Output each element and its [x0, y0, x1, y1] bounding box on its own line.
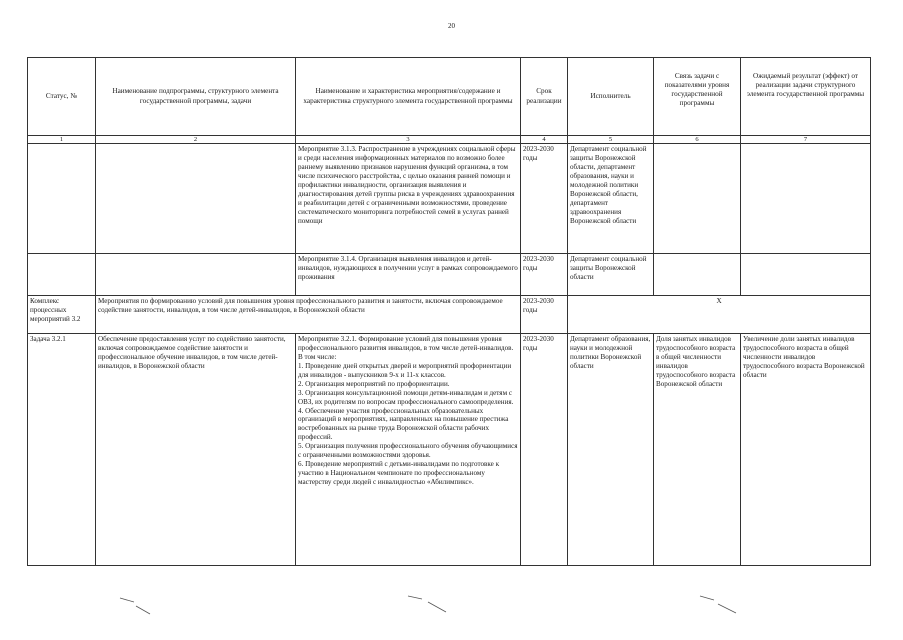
- column-number: 5: [568, 136, 654, 144]
- header-event: Наименование и характеристика мероприятия/содержание и характеристика структурного элемента государственной программы: [296, 58, 521, 136]
- table-row: [28, 144, 871, 254]
- event-3-2-1-term: 2023-2030 годы: [521, 334, 568, 566]
- empty-cell: [741, 254, 871, 296]
- header-term: Срок реализации: [521, 58, 568, 136]
- table-header-row: [28, 58, 871, 136]
- empty-cell: [741, 144, 871, 254]
- column-number: 6: [654, 136, 741, 144]
- page-number: 20: [448, 22, 455, 30]
- column-number: 4: [521, 136, 568, 144]
- task-3-2-1-status: Задача 3.2.1: [28, 334, 96, 566]
- scan-mark: [120, 598, 150, 614]
- scan-mark: [408, 596, 446, 612]
- header-executor: Исполнитель: [568, 58, 654, 136]
- event-3-2-1-executor: Департамент образования, науки и молодежной политики Воронежской области: [568, 334, 654, 566]
- event-3-1-4-term: 2023-2030 годы: [521, 254, 568, 296]
- table-row: [28, 334, 871, 566]
- event-3-1-3-executor: Департамент социальной защиты Воронежской области, департамент образования, науки и молодежной политики Воронежской области, департамент здравоохранения Воронежской области: [568, 144, 654, 254]
- task-3-2-1-text: Обеспечение предоставления услуг по содействию занятости, включая сопровождаемое содействие занятости и профессиональное обучение инвалидов, в том числе детей-инвалидов, в Воронежской области: [96, 334, 296, 566]
- event-3-1-4-executor: Департамент социальной защиты Воронежской области: [568, 254, 654, 296]
- complex-3-2-description: Мероприятия по формированию условий для повышения уровня профессионального развития и занятости, включая сопровождаемое содействие занятости, инвалидов, в том числе детей-инвалидов, в Воронежской области: [96, 296, 521, 334]
- event-3-1-3-term: 2023-2030 годы: [521, 144, 568, 254]
- column-number: 2: [96, 136, 296, 144]
- task-3-2-1-result: Увеличение доли занятых инвалидов трудоспособного возраста в общей численности инвалидов трудоспособного возраста Воронежской области: [741, 334, 871, 566]
- complex-3-2-status: Комплекс процессных мероприятий 3.2: [28, 296, 96, 334]
- program-table: [27, 57, 871, 566]
- complex-3-2-term: 2023-2030 годы: [521, 296, 568, 334]
- event-3-1-4-text: Мероприятие 3.1.4. Организация выявления инвалидов и детей-инвалидов, нуждающихся в получении услуг в рамках сопровождаемого проживания: [296, 254, 521, 296]
- event-3-2-1-text: Мероприятие 3.2.1. Формирование условий для повышения уровня профессионального развития инвалидов, в том числе детей-инвалидов. В том числе: 1. Проведение дней открытых дверей и мероприятий профориентации для инвалидов - выпускников 9-х и 11-х классов. 2. Организация мероприятий по профориентации. 3. Организация консультационной помощи детям-инвалидам и детям с ОВЗ, их родителям по вопросам профессионального самоопределения. 4. Обеспечение участия профессиональных образовательных организаций в мероприятиях, направленных на повышение престижа востребованных на рынке труда Воронежской области рабочих профессий. 5. Организация получения профессионального обучения обучающимися с ограниченными возможностями здоровья. 6. Проведение мероприятий с детьми-инвалидами по подготовке к участию в Национальном чемпионате по профессиональному мастерству среди людей с инвалидностью «Абилимпикс».: [296, 334, 521, 566]
- header-status: Статус, №: [28, 58, 96, 136]
- column-number-row: [28, 136, 871, 144]
- header-result: Ожидаемый результат (эффект) от реализации задачи структурного элемента государственной программы: [741, 58, 871, 136]
- table-row: [28, 254, 871, 296]
- header-link: Связь задачи с показателями уровня государственной программы: [654, 58, 741, 136]
- event-3-1-3-text: Мероприятие 3.1.3. Распространение в учреждениях социальной сферы и среди населения информационных материалов по возможно более раннему выявлению признаков нарушения функций организма, в том числе психического расстройства, с целью оказания ранней помощи и профилактики инвалидности, организация выявления и диагностирования детей группы риска в учреждениях здравоохранения и реабилитации детей с ограниченными возможностями, проведение систематического мониторинга потребностей семей в услугах ранней помощи: [296, 144, 521, 254]
- scan-mark: [700, 596, 736, 613]
- column-number: 3: [296, 136, 521, 144]
- task-3-2-1-indicator: Доля занятых инвалидов трудоспособного возраста в общей численности инвалидов трудоспособного возраста Воронежской области: [654, 334, 741, 566]
- empty-cell: [96, 254, 296, 296]
- column-number: 7: [741, 136, 871, 144]
- table-row: [28, 296, 871, 334]
- empty-cell: [28, 144, 96, 254]
- empty-cell: [28, 254, 96, 296]
- empty-cell: [654, 144, 741, 254]
- empty-cell: [96, 144, 296, 254]
- column-number: 1: [28, 136, 96, 144]
- header-subprogram: Наименование подпрограммы, структурного элемента государственной программы, задачи: [96, 58, 296, 136]
- complex-3-2-mark: Х: [568, 296, 871, 334]
- empty-cell: [654, 254, 741, 296]
